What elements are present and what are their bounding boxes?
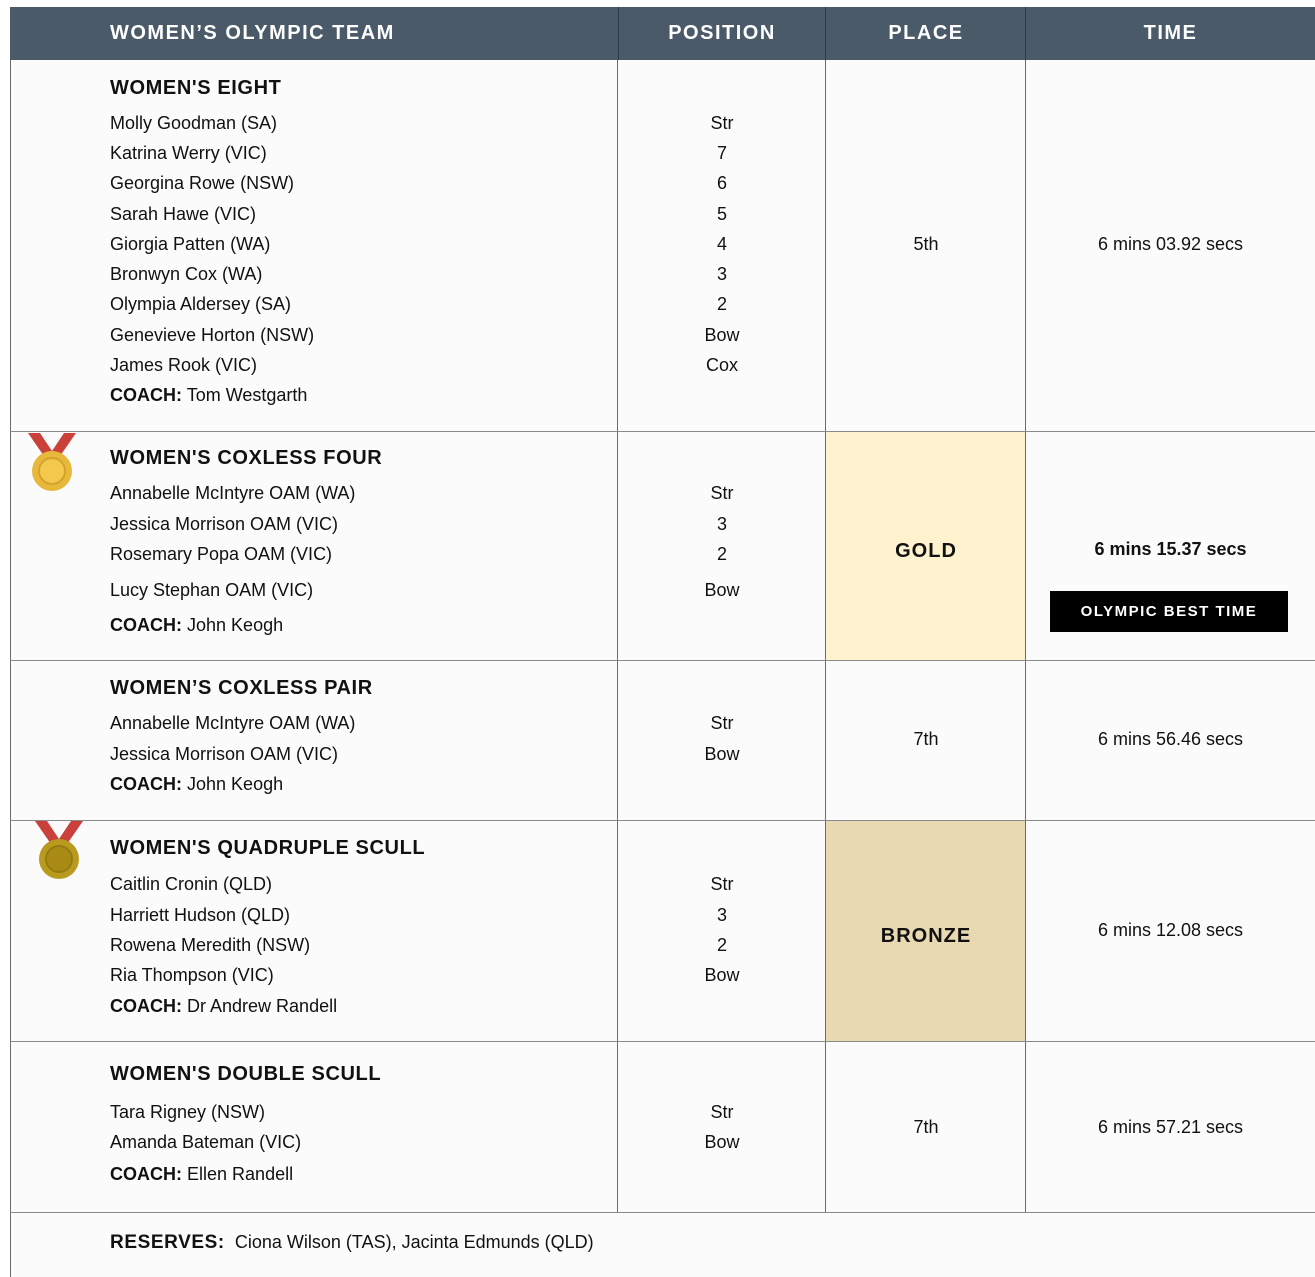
athlete-position: Str [710,113,734,133]
coach-label: COACH: [110,385,182,405]
athlete-position: 2 [716,544,727,564]
row-divider [10,1041,1315,1042]
row-divider [10,660,1315,661]
athlete-position: Bow [704,325,740,345]
athlete-name: Annabelle McIntyre OAM (WA) [110,713,356,733]
coach-label: COACH: [110,615,182,635]
event-title: WOMEN'S DOUBLE SCULL [110,1063,382,1085]
athlete-name: Katrina Werry (VIC) [110,143,267,163]
coach-line [110,385,307,406]
coach-line [110,996,337,1017]
athlete-name: Rowena Meredith (NSW) [110,935,311,955]
coach-line [110,1164,293,1185]
athlete-name: Annabelle McIntyre OAM (WA) [110,483,356,503]
coach-line [110,774,283,795]
athlete-name: Georgina Rowe (NSW) [110,173,295,193]
column-divider [617,60,618,1212]
athlete-position: Bow [704,1132,740,1152]
column-divider [825,60,826,1212]
athlete-position: 7 [716,143,727,163]
header-team: WOMEN’S OLYMPIC TEAM [110,22,395,44]
athlete-position: Str [710,874,734,894]
athlete-position: 5 [716,204,727,224]
athlete-name: Bronwyn Cox (WA) [110,264,263,284]
athlete-name: Harriett Hudson (QLD) [110,905,291,925]
event-place: 7th [913,729,939,749]
header-position: POSITION [668,22,776,44]
athlete-position: Str [710,1102,734,1122]
event-title: WOMEN'S COXLESS FOUR [110,447,383,469]
athlete-position: Str [710,713,734,733]
row-divider [10,1212,1315,1213]
event-place: 7th [913,1117,939,1137]
athlete-name: Amanda Bateman (VIC) [110,1132,302,1152]
athlete-position: 4 [716,234,727,254]
athlete-position: Bow [704,965,740,985]
table-header [10,7,1315,60]
athlete-position: Bow [704,580,740,600]
athlete-name: Ria Thompson (VIC) [110,965,274,985]
coach-name: Ellen Randell [187,1164,294,1184]
coach-label: COACH: [110,774,182,794]
table-left-border [10,60,11,1277]
header-place: PLACE [888,22,964,44]
coach-label: COACH: [110,1164,182,1184]
column-divider [1025,60,1026,1212]
gold-medal-icon [24,433,80,495]
athlete-name: Jessica Morrison OAM (VIC) [110,514,339,534]
results-table [10,7,1315,1277]
coach-label: COACH: [110,996,182,1016]
coach-line [110,615,283,636]
event-time: 6 mins 03.92 secs [1097,234,1244,254]
olympic-best-time-badge: OLYMPIC BEST TIME [1050,591,1288,632]
row-divider [10,431,1315,432]
event-place-gold: GOLD [895,540,957,562]
reserves-line [110,1232,594,1254]
event-time: 6 mins 15.37 secs [1094,539,1247,559]
bronze-medal-icon [31,821,87,883]
athlete-position: 3 [716,905,727,925]
coach-name: Tom Westgarth [186,385,308,405]
athlete-name: Caitlin Cronin (QLD) [110,874,273,894]
athlete-position: Cox [705,355,738,375]
athlete-name: James Rook (VIC) [110,355,258,375]
event-title: WOMEN’S COXLESS PAIR [110,677,373,699]
event-place-bronze: BRONZE [880,925,972,947]
athlete-name: Giorgia Patten (WA) [110,234,271,254]
header-time: TIME [1143,22,1198,44]
event-title: WOMEN'S EIGHT [110,77,282,99]
coach-name: John Keogh [187,774,284,794]
event-time: 6 mins 57.21 secs [1097,1117,1244,1137]
reserves-names: Ciona Wilson (TAS), Jacinta Edmunds (QLD) [234,1232,594,1252]
athlete-position: 3 [716,514,727,534]
event-title: WOMEN'S QUADRUPLE SCULL [110,837,426,859]
athlete-name: Sarah Hawe (VIC) [110,204,257,224]
coach-name: Dr Andrew Randell [187,996,338,1016]
athlete-position: 2 [716,935,727,955]
athlete-name: Genevieve Horton (NSW) [110,325,315,345]
athlete-position: Bow [704,744,740,764]
event-time: 6 mins 12.08 secs [1097,920,1244,940]
athlete-name: Molly Goodman (SA) [110,113,278,133]
athlete-position: 3 [716,264,727,284]
event-time: 6 mins 56.46 secs [1097,729,1244,749]
athlete-name: Jessica Morrison OAM (VIC) [110,744,339,764]
athlete-name: Lucy Stephan OAM (VIC) [110,580,314,600]
athlete-position: 2 [716,294,727,314]
athlete-position: 6 [716,173,727,193]
athlete-name: Rosemary Popa OAM (VIC) [110,544,333,564]
athlete-name: Tara Rigney (NSW) [110,1102,266,1122]
row-divider [10,820,1315,821]
event-place: 5th [913,234,939,254]
reserves-label: RESERVES: [110,1232,225,1253]
coach-name: John Keogh [187,615,284,635]
athlete-position: Str [710,483,734,503]
athlete-name: Olympia Aldersey (SA) [110,294,292,314]
